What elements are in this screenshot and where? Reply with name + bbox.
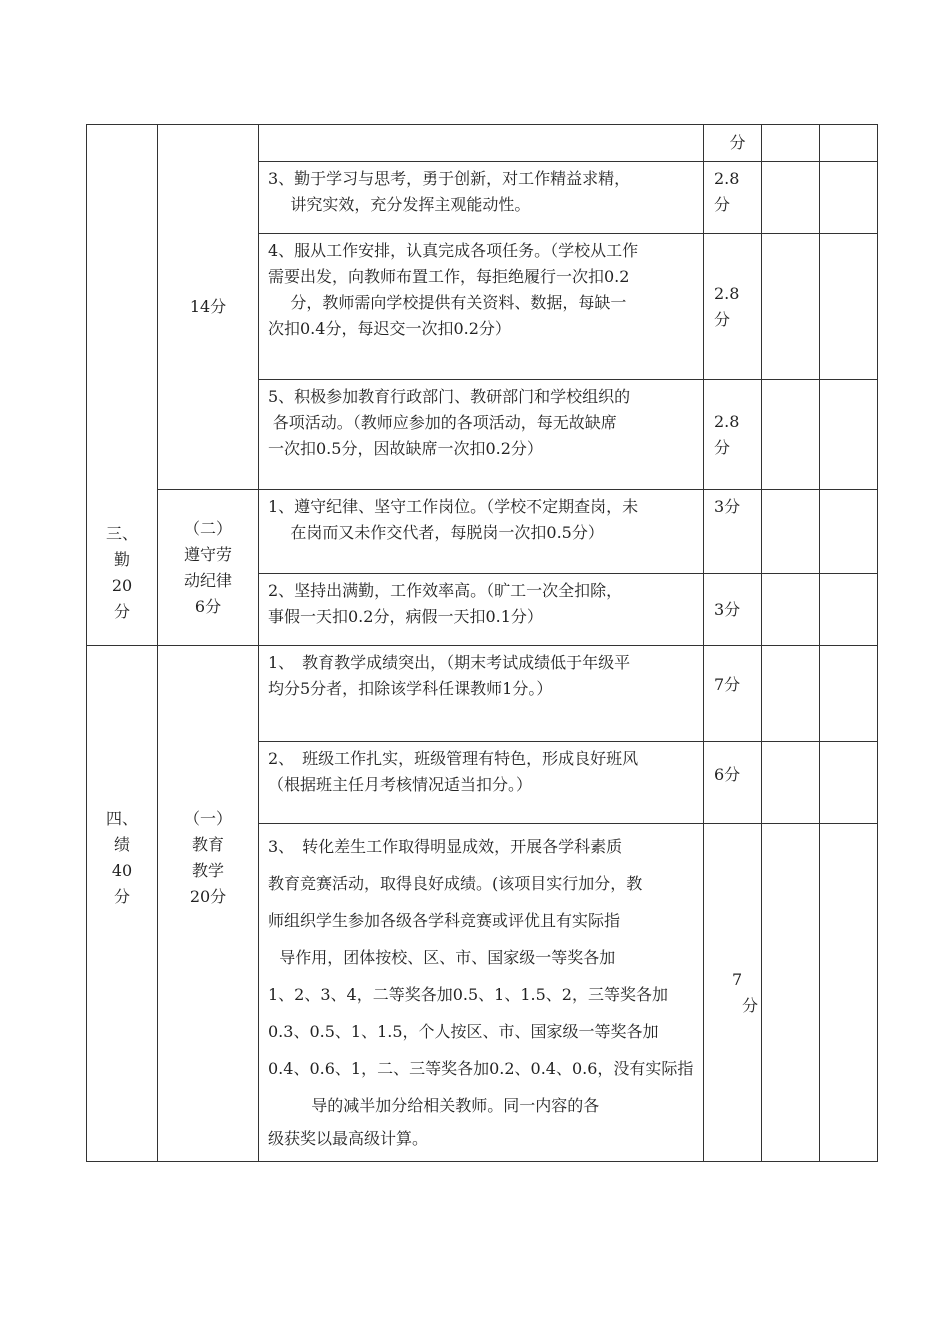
- blank-cell: [762, 742, 820, 824]
- subcategory-teaching: （一） 教育 教学 20分: [158, 646, 259, 1162]
- item-score: 7 分: [704, 824, 762, 1162]
- category-qin: 三、 勤 20 分: [87, 125, 158, 646]
- item-content: [259, 125, 704, 162]
- blank-cell: [820, 574, 878, 646]
- item-score: 6分: [704, 742, 762, 824]
- item-content: 3、勤于学习与思考，勇于创新，对工作精益求精， 讲究实效，充分发挥主观能动性。: [259, 162, 704, 234]
- item-content: 2、 班级工作扎实，班级管理有特色，形成良好班风 （根据班主任月考核情况适当扣分。）: [259, 742, 704, 824]
- item-score: 2.8 分: [704, 380, 762, 490]
- item-content: 3、 转化差生工作取得明显成效，开展各学科素质 教育竞赛活动，取得良好成绩。(该项目实行加分，教 师组织学生参加各级各学科竞赛或评优且有实际指 导作用，团体按校、区、市、国家级一等奖各加 1、2、3、4，二等奖各加0.5、1、1.5、2，三等奖各加 0.3、0.5、1、1.5，个人按区、市、国家级一等奖各加 0.4、0.6、1，二、三等奖各加0.2、0.4、0.6，没有实际指 导的减半加分给相关教师。同一内容的各 级获奖以最高级计算。: [259, 824, 704, 1162]
- blank-cell: [762, 234, 820, 380]
- subcategory-14: 14分: [158, 125, 259, 490]
- subcategory-discipline: （二） 遵守劳 动纪律 6分: [158, 490, 259, 646]
- table-row: [87, 490, 878, 574]
- item-score: 2.8 分: [704, 234, 762, 380]
- blank-cell: [762, 824, 820, 1162]
- blank-cell: [820, 125, 878, 162]
- blank-cell: [762, 380, 820, 490]
- blank-cell: [762, 162, 820, 234]
- blank-cell: [820, 490, 878, 574]
- item-content: 1、遵守纪律、坚守工作岗位。（学校不定期查岗，未 在岗而又未作交代者，每脱岗一次扣0.5分）: [259, 490, 704, 574]
- item-score: 分: [704, 125, 762, 162]
- table-row: [87, 646, 878, 742]
- blank-cell: [820, 162, 878, 234]
- item-content: 4、服从工作安排，认真完成各项任务。（学校从工作 需要出发，向教师布置工作，每拒绝履行一次扣0.2 分，教师需向学校提供有关资料、数据，每缺一 次扣0.4分，每迟交一次扣0.2分）: [259, 234, 704, 380]
- table-row: [87, 125, 878, 162]
- blank-cell: [820, 234, 878, 380]
- blank-cell: [762, 125, 820, 162]
- item-content: 5、积极参加教育行政部门、教研部门和学校组织的 各项活动。（教师应参加的各项活动，每无故缺席 一次扣0.5分，因故缺席一次扣0.2分）: [259, 380, 704, 490]
- blank-cell: [762, 574, 820, 646]
- evaluation-table: [86, 124, 878, 1162]
- item-score: 3分: [704, 490, 762, 574]
- blank-cell: [820, 380, 878, 490]
- blank-cell: [820, 742, 878, 824]
- item-score: 7分: [704, 646, 762, 742]
- item-content: 1、 教育教学成绩突出，（期末考试成绩低于年级平 均分5分者，扣除该学科任课教师1分。）: [259, 646, 704, 742]
- blank-cell: [820, 824, 878, 1162]
- category-ji: 四、 绩 40 分: [87, 646, 158, 1162]
- item-content: 2、坚持出满勤，工作效率高。（旷工一次全扣除， 事假一天扣0.2分，病假一天扣0.1分）: [259, 574, 704, 646]
- item-score: 2.8 分: [704, 162, 762, 234]
- blank-cell: [762, 646, 820, 742]
- blank-cell: [762, 490, 820, 574]
- item-score: 3分: [704, 574, 762, 646]
- blank-cell: [820, 646, 878, 742]
